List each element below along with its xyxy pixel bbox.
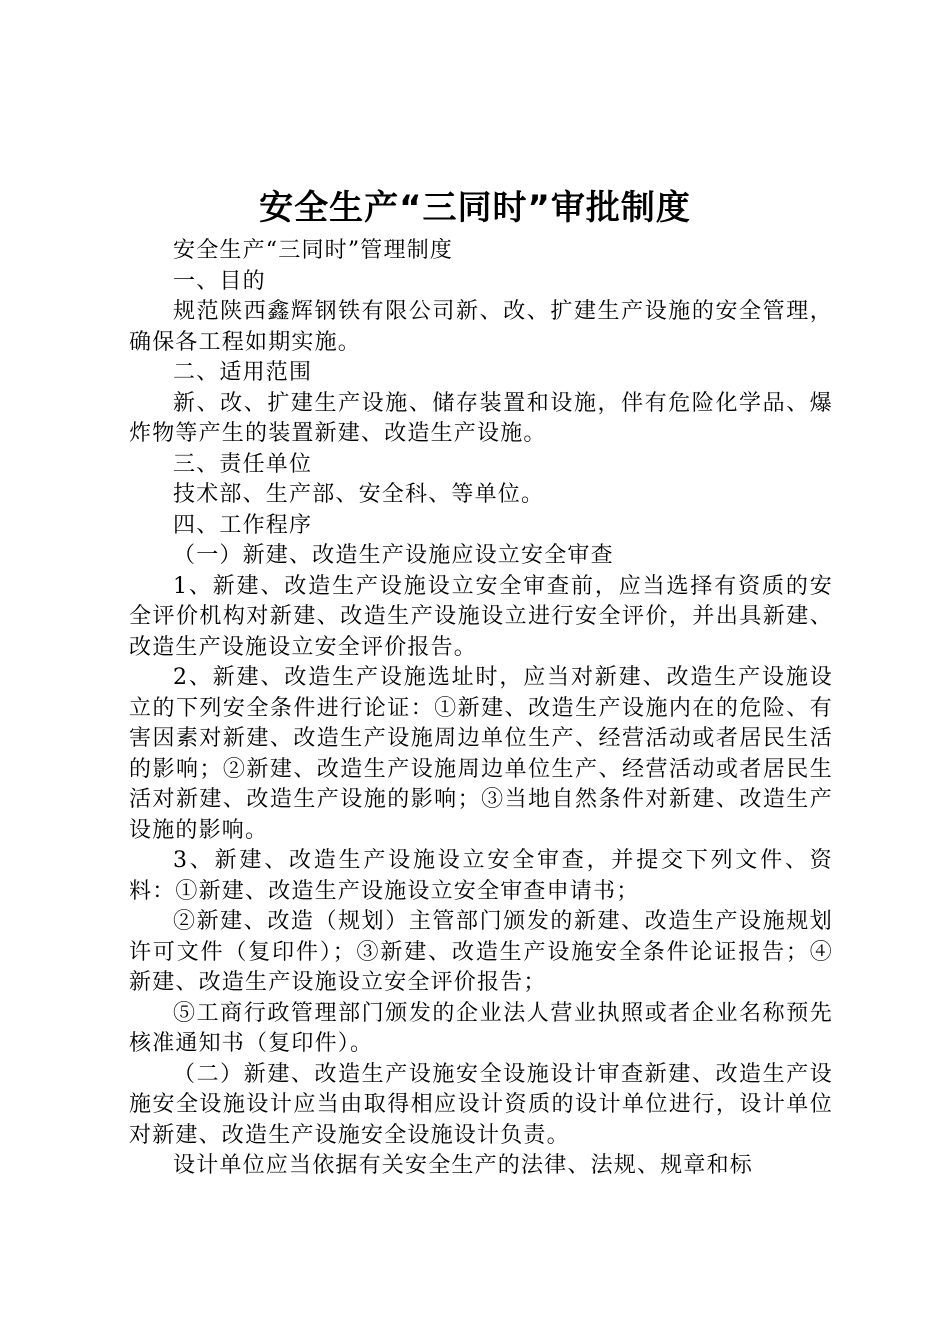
paragraph: 技术部、生产部、安全科、等单位。 (173, 482, 545, 507)
paragraph: 规范陕西鑫辉钢铁有限公司新、改、扩建生产设施的安全管理，确保各工程如期实施。 (129, 299, 833, 355)
paragraph: ②新建、改造（规划）主管部门颁发的新建、改造生产设施规划许可文件（复印件）；③新建、改造生产设施安全条件论证报告；④新建、改造生产设施设立安全评价报告； (129, 909, 833, 995)
paragraph: （二）新建、改造生产设施安全设施设计审查新建、改造生产设施安全设施设计应当由取得相应设计资质的设计单位进行，设计单位对新建、改造生产设施安全设施设计负责。 (129, 1061, 833, 1148)
paragraph: 安全生产“三同时”管理制度 (173, 238, 454, 263)
paragraph: 新、改、扩建生产设施、储存装置和设施，伴有危险化学品、爆炸物等产生的装置新建、改造生产设施。 (129, 390, 833, 446)
document-title: 安全生产“三同时”审批制度 (259, 188, 691, 228)
paragraph: 2、新建、改造生产设施选址时，应当对新建、改造生产设施设立的下列安全条件进行论证：①新建、改造生产设施内在的危险、有害因素对新建、改造生产设施周边单位生产、经营活动或者居民生活的影响；②新建、改造生产设施周边单位生产、经营活动或者居民生活对新建、改造生产设施的影响；③当地自然条件对新建、改造生产设施的影响。 (129, 665, 833, 843)
section-heading-purpose: 一、目的 (173, 268, 266, 294)
paragraph: 设计单位应当依据有关安全生产的法律、法规、规章和标 (173, 1153, 754, 1178)
section-heading-responsible-units: 三、责任单位 (173, 451, 313, 477)
paragraph: ⑤工商行政管理部门颁发的企业法人营业执照或者企业名称预先核准通知书（复印件）。 (129, 1000, 833, 1056)
paragraph: 1、新建、改造生产设施设立安全审查前，应当选择有资质的安全评价机构对新建、改造生产设施设立进行安全评价，并出具新建、改造生产设施设立安全评价报告。 (129, 573, 833, 660)
document-body (129, 236, 833, 1182)
subsection-heading: （一）新建、改造生产设施应设立安全审查 (173, 543, 614, 568)
paragraph: 3、新建、改造生产设施设立安全审查，并提交下列文件、资料：①新建、改造生产设施设立安全审查申请书； (129, 848, 833, 904)
section-heading-scope: 二、适用范围 (173, 360, 313, 385)
section-heading-procedure: 四、工作程序 (173, 512, 313, 538)
